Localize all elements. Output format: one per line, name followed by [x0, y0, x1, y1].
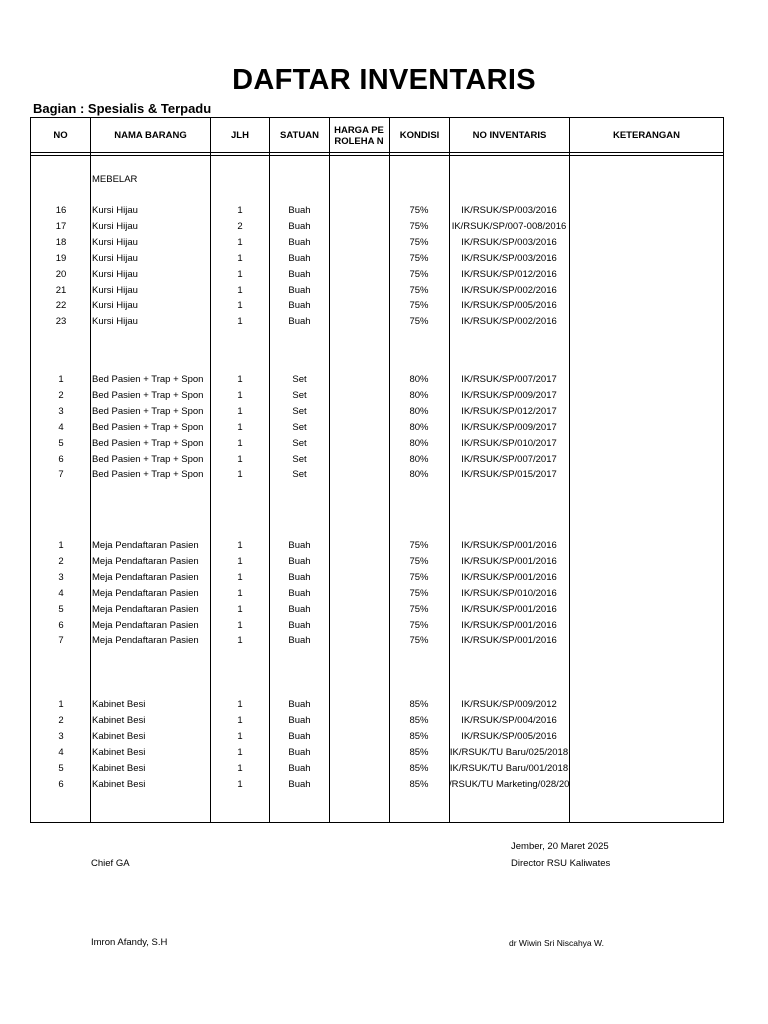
cell-no: 4	[58, 421, 64, 433]
right-signer-role: Director RSU Kaliwates	[511, 858, 611, 869]
cell-kondisi: 75%	[409, 619, 429, 631]
cell-jlh: 1	[237, 619, 243, 631]
header-nama-barang: NAMA BARANG	[114, 130, 187, 141]
cell-no: 3	[58, 571, 64, 583]
cell-satuan: Buah	[288, 587, 311, 599]
cell-nama-barang: Kabinet Besi	[92, 762, 146, 774]
cell-no-inventaris: IK/RSUK/SP/001/2016	[461, 603, 557, 615]
cell-no-inventaris: IK/RSUK/SP/010/2016	[461, 587, 557, 599]
cell-no: 1	[58, 374, 64, 385]
cell-no: 1	[58, 699, 64, 710]
cell-jlh: 1	[237, 555, 243, 567]
cell-nama-barang: Kabinet Besi	[92, 778, 146, 790]
cell-no-inventaris: /RSUK/TU Marketing/028/20	[449, 778, 569, 790]
cell-jlh: 1	[237, 421, 243, 433]
cell-kondisi: 75%	[409, 587, 429, 599]
cell-nama-barang: Kursi Hijau	[92, 205, 138, 216]
cell-jlh: 1	[237, 587, 243, 599]
cell-kondisi: 80%	[409, 469, 429, 481]
cell-no-inventaris: IK/RSUK/SP/010/2017	[461, 437, 557, 449]
cell-jlh: 1	[237, 284, 243, 296]
cell-no-inventaris: IK/RSUK/SP/003/2016	[461, 236, 557, 248]
cell-jlh: 2	[237, 220, 243, 232]
cell-nama-barang: Meja Pendaftaran Pasien	[92, 555, 199, 567]
cell-satuan: Buah	[288, 220, 311, 232]
header-kondisi: KONDISI	[399, 130, 440, 141]
category-label: MEBELAR	[92, 174, 138, 185]
cell-jlh: 1	[237, 540, 243, 551]
cell-kondisi: 85%	[409, 714, 429, 726]
cell-nama-barang: Kursi Hijau	[92, 316, 138, 328]
cell-no: 2	[58, 714, 64, 726]
cell-jlh: 1	[237, 252, 243, 264]
cell-satuan: Buah	[288, 268, 311, 280]
cell-nama-barang: Kabinet Besi	[92, 730, 146, 742]
cell-kondisi: 75%	[409, 571, 429, 583]
cell-nama-barang: Meja Pendaftaran Pasien	[92, 635, 199, 647]
cell-no-inventaris: IK/RSUK/SP/007/2017	[461, 453, 557, 465]
cell-satuan: Set	[292, 437, 307, 449]
header-rule	[31, 155, 723, 156]
header-jlh: JLH	[231, 130, 249, 141]
cell-nama-barang: Kursi Hijau	[92, 268, 138, 280]
section-label: Bagian : Spesialis & Terpadu	[33, 101, 212, 116]
cell-satuan: Buah	[288, 236, 311, 248]
cell-jlh: 1	[237, 762, 243, 774]
cell-kondisi: 75%	[409, 205, 429, 216]
cell-no-inventaris: IK/RSUK/SP/001/2016	[461, 540, 557, 551]
cell-kondisi: 75%	[409, 603, 429, 615]
cell-kondisi: 85%	[409, 778, 429, 790]
cell-no-inventaris: IK/RSUK/SP/003/2016	[461, 205, 557, 216]
cell-kondisi: 85%	[409, 699, 429, 710]
cell-satuan: Buah	[288, 540, 311, 551]
cell-no: 7	[58, 635, 64, 647]
column-divider	[329, 118, 330, 822]
cell-no-inventaris: IK/RSUK/SP/007-008/2016	[451, 220, 567, 232]
cell-no-inventaris: IK/RSUK/SP/001/2016	[461, 619, 557, 631]
cell-no: 4	[58, 587, 64, 599]
header-satuan: SATUAN	[280, 130, 319, 141]
cell-no: 2	[58, 389, 64, 401]
cell-nama-barang: Meja Pendaftaran Pasien	[92, 587, 199, 599]
cell-no-inventaris: IK/RSUK/SP/001/2016	[461, 635, 557, 647]
cell-kondisi: 80%	[409, 437, 429, 449]
cell-jlh: 1	[237, 374, 243, 385]
cell-kondisi: 75%	[409, 268, 429, 280]
cell-no: 23	[55, 316, 67, 328]
header-no: NO	[53, 130, 68, 141]
cell-nama-barang: Bed Pasien + Trap + Spon	[92, 405, 204, 417]
cell-kondisi: 80%	[409, 453, 429, 465]
cell-jlh: 1	[237, 603, 243, 615]
cell-satuan: Buah	[288, 555, 311, 567]
left-signer-name: Imron Afandy, S.H	[91, 937, 168, 948]
cell-nama-barang: Bed Pasien + Trap + Spon	[92, 389, 204, 401]
cell-no: 18	[55, 236, 67, 248]
cell-nama-barang: Kursi Hijau	[92, 284, 138, 296]
cell-no: 16	[55, 205, 67, 216]
header-keterangan: KETERANGAN	[612, 130, 681, 141]
cell-satuan: Buah	[288, 252, 311, 264]
cell-nama-barang: Kabinet Besi	[92, 714, 146, 726]
cell-no: 3	[58, 405, 64, 417]
cell-satuan: Set	[292, 453, 307, 465]
cell-kondisi: 80%	[409, 421, 429, 433]
cell-no: 6	[58, 453, 64, 465]
cell-no: 6	[58, 778, 64, 790]
cell-kondisi: 75%	[409, 316, 429, 328]
cell-nama-barang: Kabinet Besi	[92, 746, 146, 758]
cell-no: 22	[55, 300, 67, 312]
cell-kondisi: 85%	[409, 746, 429, 758]
cell-jlh: 1	[237, 205, 243, 216]
cell-jlh: 1	[237, 714, 243, 726]
cell-no: 5	[58, 762, 64, 774]
cell-no: 5	[58, 437, 64, 449]
cell-nama-barang: Meja Pendaftaran Pasien	[92, 603, 199, 615]
cell-nama-barang: Kursi Hijau	[92, 236, 138, 248]
cell-nama-barang: Kabinet Besi	[92, 699, 146, 710]
cell-jlh: 1	[237, 300, 243, 312]
cell-no: 21	[55, 284, 67, 296]
cell-jlh: 1	[237, 453, 243, 465]
cell-nama-barang: Bed Pasien + Trap + Spon	[92, 469, 204, 481]
cell-no: 3	[58, 730, 64, 742]
cell-jlh: 1	[237, 746, 243, 758]
cell-satuan: Buah	[288, 762, 311, 774]
left-signer-role: Chief GA	[91, 858, 130, 869]
cell-jlh: 1	[237, 469, 243, 481]
document-title: DAFTAR INVENTARIS	[232, 64, 536, 96]
cell-nama-barang: Bed Pasien + Trap + Spon	[92, 453, 204, 465]
cell-nama-barang: Bed Pasien + Trap + Spon	[92, 437, 204, 449]
inventory-table	[30, 117, 724, 823]
cell-no-inventaris: IK/RSUK/SP/002/2016	[461, 316, 557, 328]
cell-no-inventaris: IK/RSUK/SP/012/2017	[461, 405, 557, 417]
cell-jlh: 1	[237, 778, 243, 790]
cell-no-inventaris: IK/RSUK/SP/009/2017	[461, 421, 557, 433]
cell-jlh: 1	[237, 571, 243, 583]
place-date: Jember, 20 Maret 2025	[511, 841, 609, 852]
cell-jlh: 1	[237, 316, 243, 328]
cell-nama-barang: Meja Pendaftaran Pasien	[92, 540, 199, 551]
cell-no-inventaris: IK/RSUK/SP/002/2016	[461, 284, 557, 296]
header-no-inventaris: NO INVENTARIS	[472, 130, 547, 141]
right-signer-name: dr Wiwin Sri Niscahya W.	[509, 938, 604, 948]
cell-no: 2	[58, 555, 64, 567]
cell-kondisi: 80%	[409, 389, 429, 401]
cell-kondisi: 75%	[409, 635, 429, 647]
cell-no: 6	[58, 619, 64, 631]
cell-satuan: Buah	[288, 316, 311, 328]
column-divider	[569, 118, 570, 822]
cell-satuan: Buah	[288, 699, 311, 710]
cell-satuan: Set	[292, 421, 307, 433]
cell-no-inventaris: IK/RSUK/TU Baru/025/2018	[449, 746, 569, 758]
cell-satuan: Set	[292, 469, 307, 481]
cell-satuan: Buah	[288, 284, 311, 296]
cell-satuan: Buah	[288, 778, 311, 790]
cell-jlh: 1	[237, 268, 243, 280]
cell-kondisi: 80%	[409, 374, 429, 385]
cell-jlh: 1	[237, 730, 243, 742]
cell-jlh: 1	[237, 699, 243, 710]
cell-kondisi: 85%	[409, 762, 429, 774]
cell-jlh: 1	[237, 635, 243, 647]
cell-satuan: Buah	[288, 730, 311, 742]
cell-nama-barang: Meja Pendaftaran Pasien	[92, 619, 199, 631]
cell-satuan: Buah	[288, 205, 311, 216]
cell-no: 7	[58, 469, 64, 481]
cell-jlh: 1	[237, 405, 243, 417]
header-harga: HARGA PEROLEHA N	[334, 124, 384, 147]
cell-nama-barang: Kursi Hijau	[92, 252, 138, 264]
cell-satuan: Buah	[288, 571, 311, 583]
cell-no: 4	[58, 746, 64, 758]
cell-no: 19	[55, 252, 67, 264]
cell-satuan: Buah	[288, 746, 311, 758]
cell-kondisi: 85%	[409, 730, 429, 742]
cell-satuan: Buah	[288, 714, 311, 726]
cell-jlh: 1	[237, 236, 243, 248]
cell-kondisi: 75%	[409, 555, 429, 567]
cell-no: 20	[55, 268, 67, 280]
cell-kondisi: 75%	[409, 236, 429, 248]
cell-no: 17	[55, 220, 67, 232]
cell-no: 5	[58, 603, 64, 615]
cell-jlh: 1	[237, 437, 243, 449]
cell-kondisi: 75%	[409, 284, 429, 296]
cell-satuan: Buah	[288, 635, 311, 647]
cell-no-inventaris: IK/RSUK/TU Baru/001/2018	[449, 762, 569, 774]
cell-no: 1	[58, 540, 64, 551]
cell-no-inventaris: IK/RSUK/SP/005/2016	[461, 300, 557, 312]
cell-kondisi: 75%	[409, 220, 429, 232]
cell-no-inventaris: IK/RSUK/SP/003/2016	[461, 252, 557, 264]
cell-no-inventaris: IK/RSUK/SP/001/2016	[461, 571, 557, 583]
cell-nama-barang: Bed Pasien + Trap + Spon	[92, 374, 204, 385]
cell-no-inventaris: IK/RSUK/SP/009/2017	[461, 389, 557, 401]
cell-no-inventaris: IK/RSUK/SP/005/2016	[461, 730, 557, 742]
cell-nama-barang: Kursi Hijau	[92, 300, 138, 312]
cell-no-inventaris: IK/RSUK/SP/015/2017	[461, 469, 557, 481]
cell-satuan: Set	[292, 374, 307, 385]
cell-nama-barang: Kursi Hijau	[92, 220, 138, 232]
cell-no-inventaris: IK/RSUK/SP/004/2016	[461, 714, 557, 726]
cell-nama-barang: Bed Pasien + Trap + Spon	[92, 421, 204, 433]
cell-nama-barang: Meja Pendaftaran Pasien	[92, 571, 199, 583]
cell-kondisi: 75%	[409, 540, 429, 551]
cell-no-inventaris: IK/RSUK/SP/001/2016	[461, 555, 557, 567]
cell-kondisi: 75%	[409, 252, 429, 264]
cell-satuan: Buah	[288, 603, 311, 615]
cell-kondisi: 80%	[409, 405, 429, 417]
cell-no-inventaris: IK/RSUK/SP/009/2012	[461, 699, 557, 710]
cell-satuan: Set	[292, 389, 307, 401]
cell-jlh: 1	[237, 389, 243, 401]
cell-satuan: Set	[292, 405, 307, 417]
cell-satuan: Buah	[288, 300, 311, 312]
cell-satuan: Buah	[288, 619, 311, 631]
cell-no-inventaris: IK/RSUK/SP/012/2016	[461, 268, 557, 280]
cell-kondisi: 75%	[409, 300, 429, 312]
cell-no-inventaris: IK/RSUK/SP/007/2017	[461, 374, 557, 385]
